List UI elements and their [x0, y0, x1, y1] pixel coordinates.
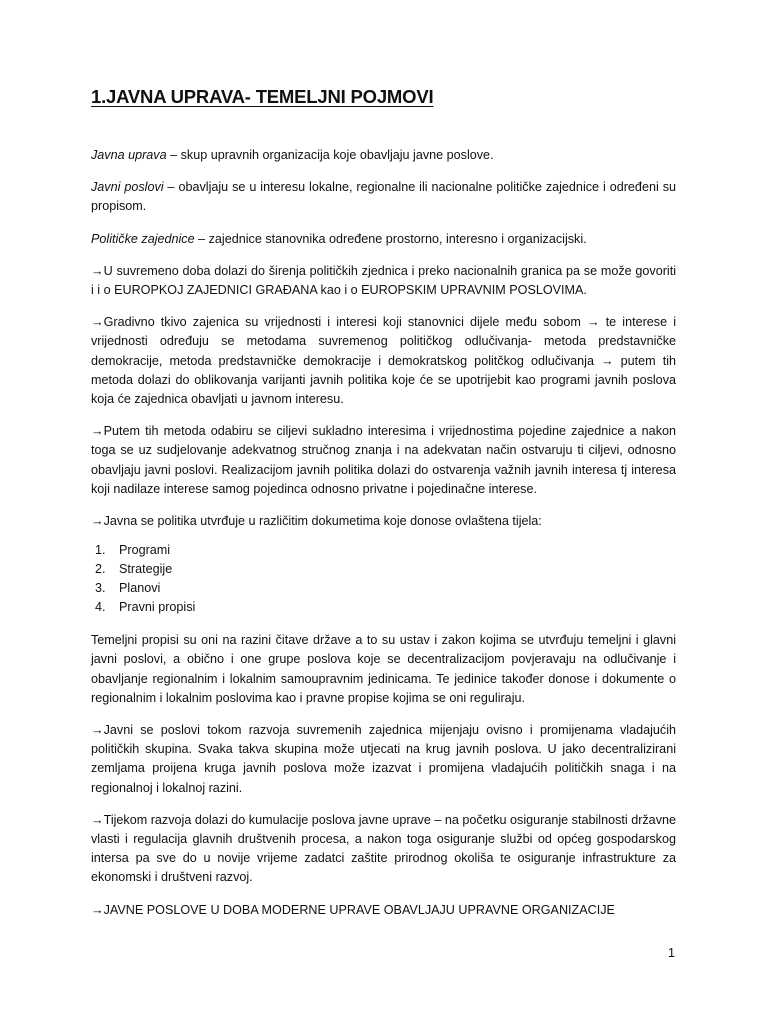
page-number: 1 [668, 946, 676, 960]
definition-paragraph [91, 178, 676, 216]
document-types-list [91, 541, 676, 617]
body-paragraph: →Tijekom razvoja dolazi do kumulacije poslova javne uprave – na početku osiguranje stabilnosti državne vlasti i regulacija glavnih društvenih procesa, a nakon toga osiguranje službi od općeg gospodarskog intersa pa sve do u novije vrijeme zadatci zaštite prirodnog okoliša te osiguranje infrastrukture za ekonomski i društveni razvoj. [91, 812, 676, 885]
body-paragraph: →JAVNE POSLOVE U DOBA MODERNE UPRAVE OBAVLJAJU UPRAVNE ORGANIZACIJE [91, 902, 615, 917]
definition-text: – obavljaju se u interesu lokalne, regionalne ili nacionalne političke zajednice i određeni su propisom. [91, 180, 676, 214]
definition-text: – zajednice stanovnika određene prostorno, interesno i organizacijski. [194, 231, 587, 246]
body-paragraph: →Javna se politika utvrđuje u različitim dokumetima koje donose ovlaštena tijela: [91, 514, 542, 529]
page-title: 1.JAVNA UPRAVA- TEMELJNI POJMOVI [91, 86, 434, 107]
definition-term: Političke zajednice [91, 231, 195, 246]
list-item: 4. Pravni propisi [109, 598, 676, 617]
body-paragraph: Temeljni propisi su oni na razini čitave države a to su ustav i zakon kojima se utvrđuju temeljni i glavni javni poslovi, a obično i one grupe poslova koje se decentralizacijom povjeravaju na odlučivanje i obavljanje regionalnim i lokalnim samoupravnim jedinicama. Te jedinice također donose i dokumente o regionalnim i lokalnim poslovima kao i pravne propise kojima se oni reguliraju. [91, 633, 676, 705]
definition-paragraph [91, 146, 676, 165]
list-item: 1. Programi [109, 541, 676, 560]
body-paragraph: →Javni se poslovi tokom razvoja suvremenih zajednica mijenjaju ovisno i promijenama vladajućih političkih skupina. Svaka takva skupina može utjecati na krug javnih poslova. U jako decentralizirani zemljama proijena kruga javnih poslova može izazvat i promijena vladajućih političkih snaga i na regionalnoj i lokalnoj razini. [91, 723, 676, 795]
body-paragraph: →Putem tih metoda odabiru se ciljevi sukladno interesima i vrijednostima pojedine zajednice a nakon toga se uz sudjelovanje adekvatnog stručnog znanja i na adekvatan način ostvaruju ti ciljevi, odnosno obavljaju javni poslovi. Realizacijom javnih politika dolazi do ostvarenja važnih javnih interesa tj interesa koji nadilaze interese samog pojedinca odnosno privatne i pojedinačne interese. [91, 424, 676, 496]
definition-paragraph [91, 230, 676, 249]
body-paragraph: →U suvremeno doba dolazi do širenja političkih zjednica i preko nacionalnih granica pa se može govoriti i i o EUROPKOJ ZAJEDNICI GRAĐANA kao i o EUROPSKIM UPRAVNIM POSLOVIMA. [91, 263, 676, 298]
body-paragraph: →Gradivno tkivo zajenica su vrijednosti i interesi koji stanovnici dijele među sobom → te interese i vrijednosti određuju se metodama suvremenog političkog odlučivanja- metoda predstavničke demokracije, metoda predstavničke demokracije i demokratskog politčkog odlučivanja → putem tih metoda dolazi do oblikovanja varijanti javnih politika koje će se upotrijebit kao programi javnih poslova koja će zajednica obavljati u javnom interesu. [91, 315, 676, 407]
definition-term: Javna uprava [91, 148, 167, 162]
list-item: 2. Strategije [109, 560, 676, 579]
list-item: 3. Planovi [109, 579, 676, 598]
document-body [91, 86, 676, 933]
definition-text: – skup upravnih organizacija koje obavljaju javne poslove. [166, 148, 494, 162]
definition-term: Javni poslovi [91, 180, 164, 195]
